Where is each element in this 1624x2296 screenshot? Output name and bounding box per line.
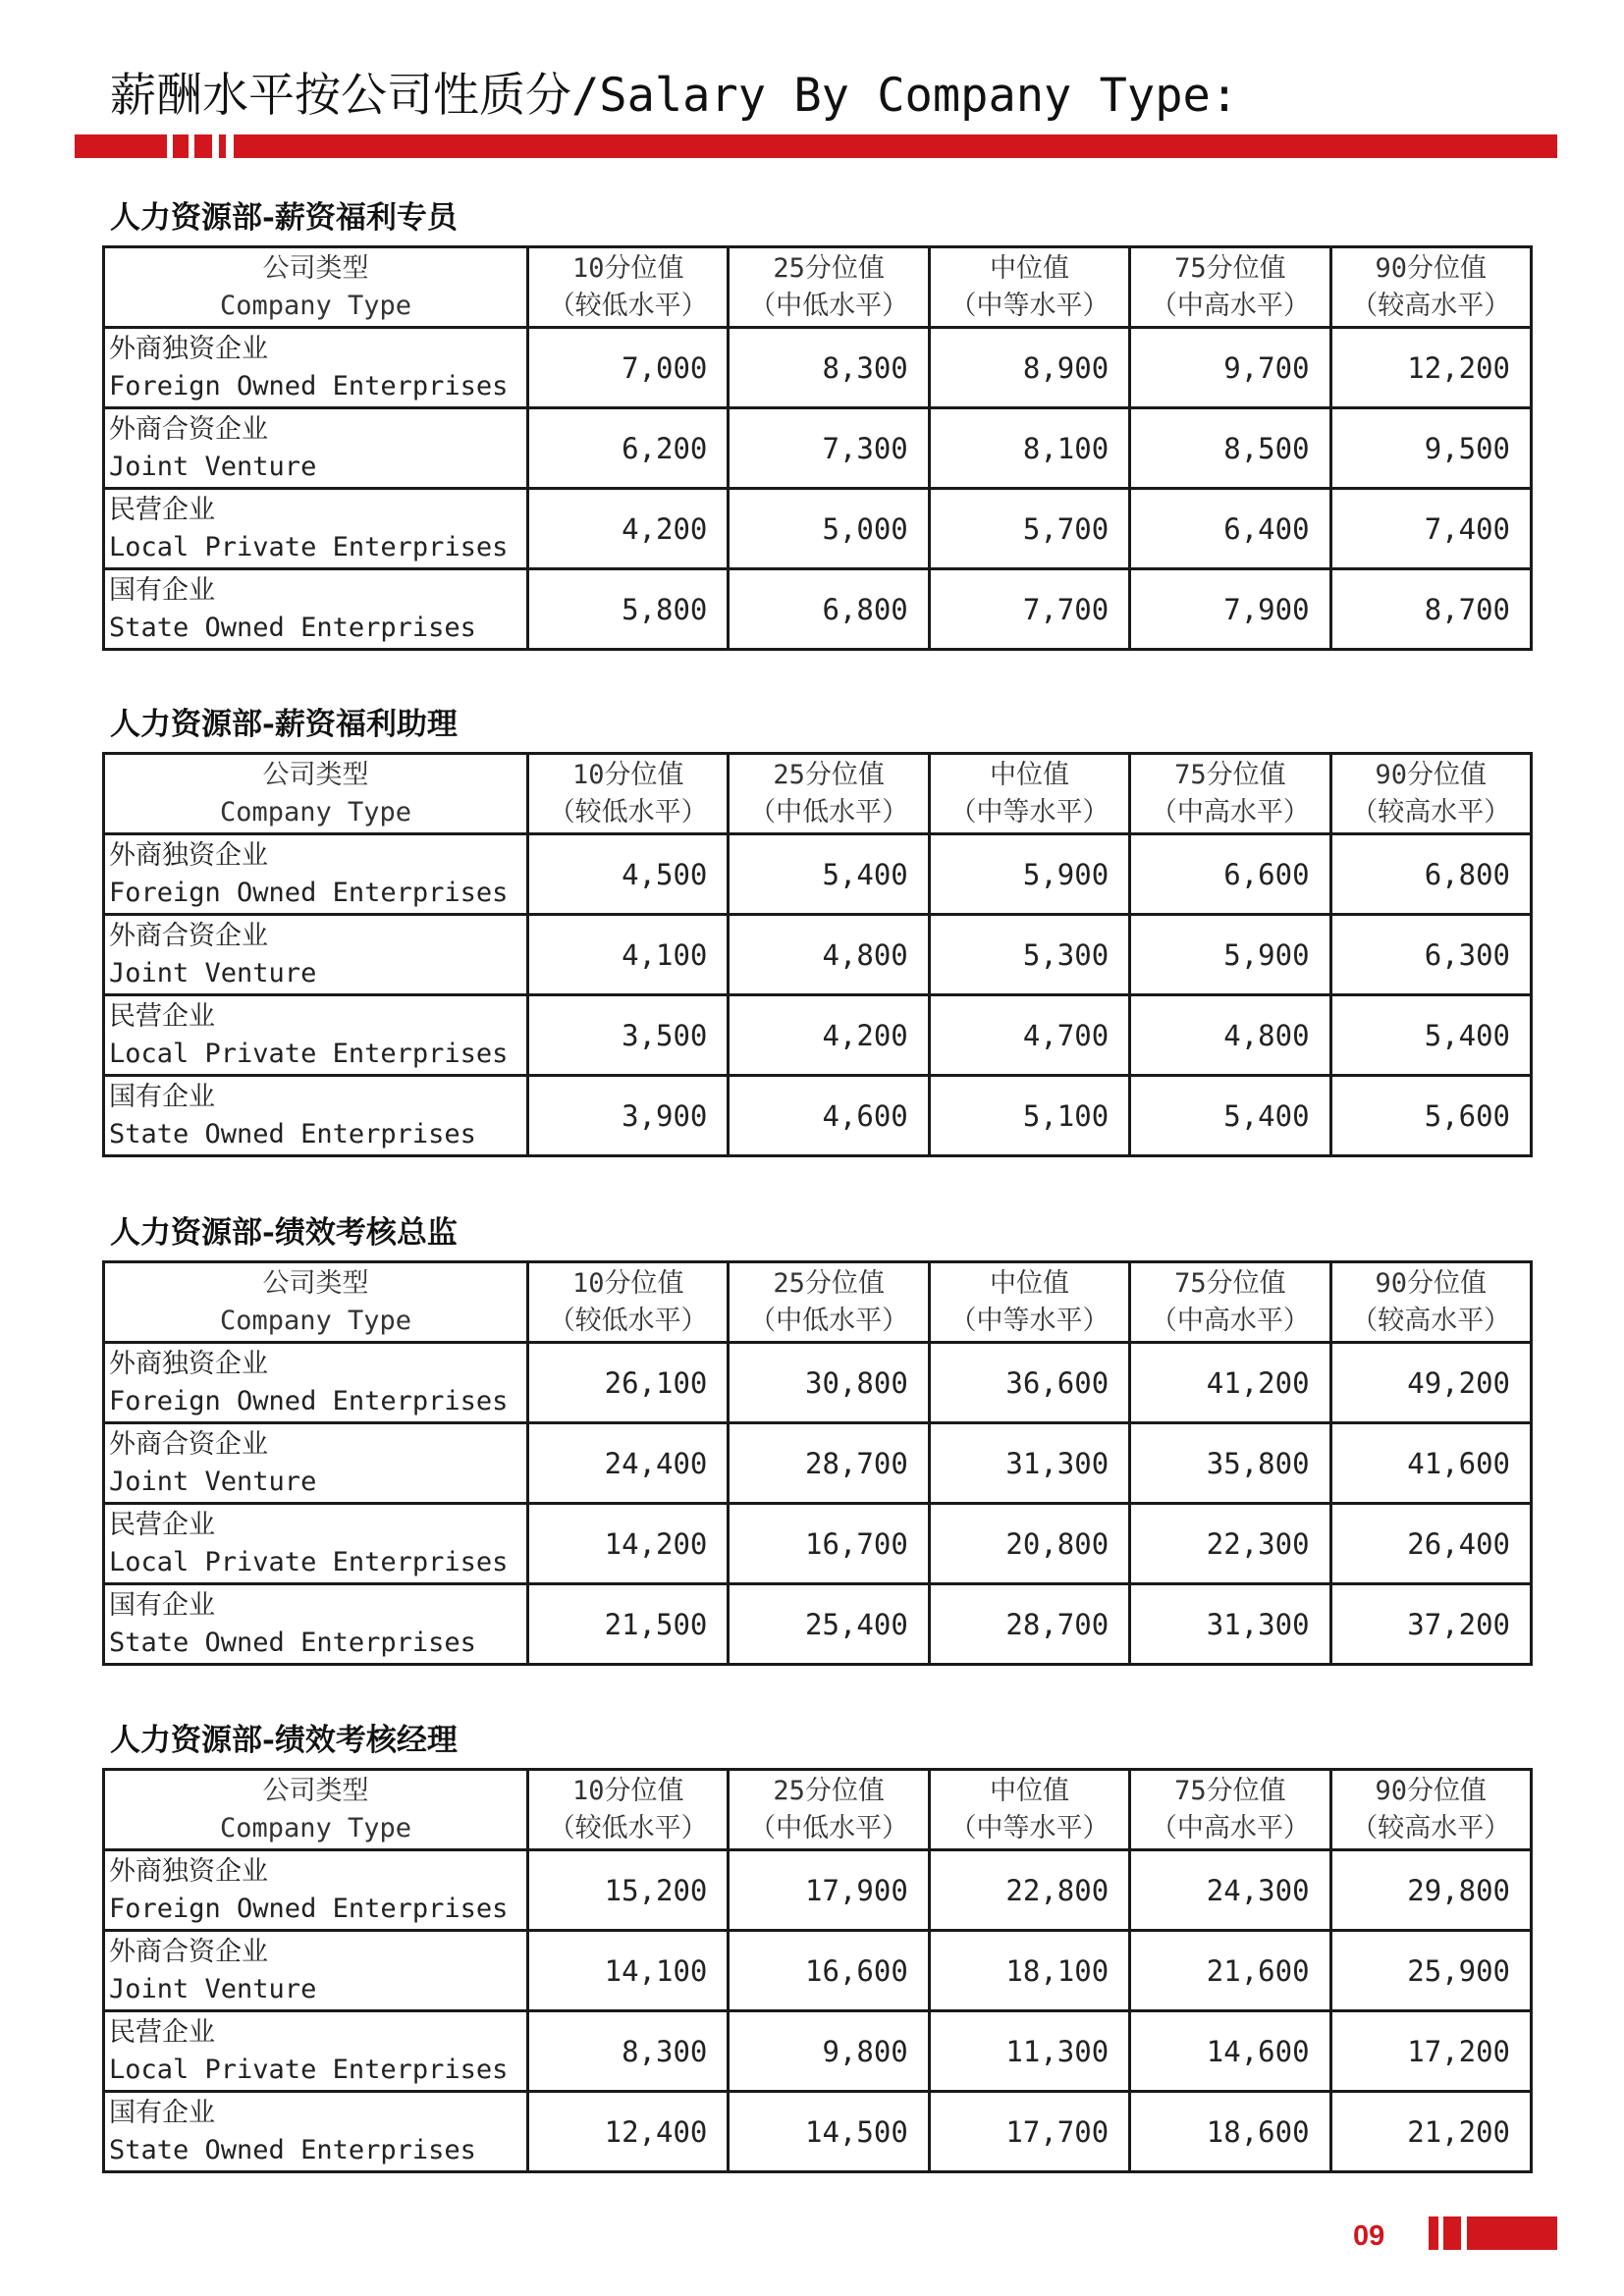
value-median: 8,900 <box>929 328 1129 408</box>
page-number: 09 <box>1353 2220 1385 2252</box>
header-rule-block-2 <box>194 134 212 158</box>
value-p90: 9,500 <box>1330 408 1531 489</box>
value-p75: 7,900 <box>1130 569 1330 650</box>
value-p25: 5,000 <box>729 489 929 569</box>
table-row <box>104 834 1532 915</box>
value-p75: 6,400 <box>1130 489 1330 569</box>
table-row <box>104 2011 1532 2092</box>
company-type-cell: 国有企业 State Owned Enterprises <box>104 2092 528 2172</box>
value-p25: 5,400 <box>729 834 929 915</box>
company-type-cell: 外商独资企业 Foreign Owned Enterprises <box>104 328 528 408</box>
section-title-4: 人力资源部-绩效考核经理 <box>110 1723 458 1758</box>
value-median: 28,700 <box>929 1584 1129 1665</box>
value-p90: 21,200 <box>1330 2092 1531 2172</box>
value-p10: 14,200 <box>528 1504 729 1584</box>
company-type-cell: 外商合资企业 Joint Venture <box>104 1931 528 2011</box>
header-p25: 25分位值 （中低水平） <box>729 754 929 834</box>
table-header-row <box>104 247 1532 328</box>
header-p90: 90分位值 （较高水平） <box>1330 247 1531 328</box>
value-p90: 37,200 <box>1330 1584 1531 1665</box>
value-p10: 3,500 <box>528 995 729 1076</box>
header-company-type: 公司类型 Company Type <box>104 1770 528 1850</box>
table-row <box>104 1343 1532 1423</box>
value-p90: 8,700 <box>1330 569 1531 650</box>
value-p25: 30,800 <box>729 1343 929 1423</box>
value-p10: 4,500 <box>528 834 729 915</box>
table-row <box>104 1076 1532 1156</box>
value-p90: 7,400 <box>1330 489 1531 569</box>
value-p25: 4,800 <box>729 915 929 995</box>
company-type-cell: 国有企业 State Owned Enterprises <box>104 1076 528 1156</box>
table-row <box>104 328 1532 408</box>
company-type-cell: 民营企业 Local Private Enterprises <box>104 995 528 1076</box>
header-company-type: 公司类型 Company Type <box>104 754 528 834</box>
header-p90: 90分位值 （较高水平） <box>1330 754 1531 834</box>
header-company-type: 公司类型 Company Type <box>104 247 528 328</box>
value-p25: 17,900 <box>729 1850 929 1931</box>
value-p90: 6,300 <box>1330 915 1531 995</box>
value-p75: 6,600 <box>1130 834 1330 915</box>
header-p10: 10分位值 （较低水平） <box>528 754 729 834</box>
table-row <box>104 1423 1532 1504</box>
header-median: 中位值 （中等水平） <box>929 1262 1129 1343</box>
header-p75: 75分位值 （中高水平） <box>1130 754 1330 834</box>
value-median: 17,700 <box>929 2092 1129 2172</box>
value-p25: 16,600 <box>729 1931 929 2011</box>
value-p75: 41,200 <box>1130 1343 1330 1423</box>
value-p25: 4,200 <box>729 995 929 1076</box>
value-p25: 7,300 <box>729 408 929 489</box>
header-p10: 10分位值 （较低水平） <box>528 1262 729 1343</box>
table-header-row <box>104 754 1532 834</box>
value-p25: 16,700 <box>729 1504 929 1584</box>
header-rule-block-1 <box>173 134 189 158</box>
salary-table-3 <box>102 1260 1533 1666</box>
value-median: 4,700 <box>929 995 1129 1076</box>
section-title-3: 人力资源部-绩效考核总监 <box>110 1215 458 1251</box>
value-median: 22,800 <box>929 1850 1129 1931</box>
value-p75: 21,600 <box>1130 1931 1330 2011</box>
salary-table-2 <box>102 752 1533 1157</box>
header-p10: 10分位值 （较低水平） <box>528 247 729 328</box>
header-p25: 25分位值 （中低水平） <box>729 1262 929 1343</box>
company-type-cell: 外商独资企业 Foreign Owned Enterprises <box>104 1343 528 1423</box>
value-p10: 24,400 <box>528 1423 729 1504</box>
header-median: 中位值 （中等水平） <box>929 247 1129 328</box>
value-p25: 9,800 <box>729 2011 929 2092</box>
table-row <box>104 2092 1532 2172</box>
company-type-cell: 民营企业 Local Private Enterprises <box>104 2011 528 2092</box>
header-p10: 10分位值 （较低水平） <box>528 1770 729 1850</box>
header-rule-main <box>234 134 1557 158</box>
footer-block-3 <box>1467 2216 1557 2250</box>
salary-table-1 <box>102 245 1533 651</box>
value-p75: 24,300 <box>1130 1850 1330 1931</box>
salary-table-4 <box>102 1768 1533 2173</box>
company-type-cell: 外商独资企业 Foreign Owned Enterprises <box>104 1850 528 1931</box>
header-p75: 75分位值 （中高水平） <box>1130 247 1330 328</box>
company-type-cell: 国有企业 State Owned Enterprises <box>104 569 528 650</box>
value-p10: 26,100 <box>528 1343 729 1423</box>
company-type-cell: 外商合资企业 Joint Venture <box>104 408 528 489</box>
value-p10: 5,800 <box>528 569 729 650</box>
value-median: 7,700 <box>929 569 1129 650</box>
table-row <box>104 915 1532 995</box>
value-p90: 49,200 <box>1330 1343 1531 1423</box>
value-p25: 28,700 <box>729 1423 929 1504</box>
value-p90: 12,200 <box>1330 328 1531 408</box>
header-rule-segment-left <box>75 134 167 158</box>
value-p75: 22,300 <box>1130 1504 1330 1584</box>
header-median: 中位值 （中等水平） <box>929 1770 1129 1850</box>
value-p25: 25,400 <box>729 1584 929 1665</box>
company-type-cell: 民营企业 Local Private Enterprises <box>104 1504 528 1584</box>
value-median: 18,100 <box>929 1931 1129 2011</box>
value-median: 20,800 <box>929 1504 1129 1584</box>
table-row <box>104 1850 1532 1931</box>
company-type-cell: 国有企业 State Owned Enterprises <box>104 1584 528 1665</box>
section-title-2: 人力资源部-薪资福利助理 <box>110 707 458 742</box>
company-type-cell: 民营企业 Local Private Enterprises <box>104 489 528 569</box>
value-p10: 7,000 <box>528 328 729 408</box>
value-p90: 5,600 <box>1330 1076 1531 1156</box>
value-p75: 14,600 <box>1130 2011 1330 2092</box>
value-p10: 12,400 <box>528 2092 729 2172</box>
value-p90: 5,400 <box>1330 995 1531 1076</box>
value-p25: 6,800 <box>729 569 929 650</box>
company-type-cell: 外商合资企业 Joint Venture <box>104 1423 528 1504</box>
header-p75: 75分位值 （中高水平） <box>1130 1770 1330 1850</box>
header-p90: 90分位值 （较高水平） <box>1330 1262 1531 1343</box>
table-row <box>104 1931 1532 2011</box>
value-p75: 5,400 <box>1130 1076 1330 1156</box>
header-company-type: 公司类型 Company Type <box>104 1262 528 1343</box>
value-p90: 29,800 <box>1330 1850 1531 1931</box>
value-p90: 41,600 <box>1330 1423 1531 1504</box>
table-row <box>104 569 1532 650</box>
footer-block-1 <box>1429 2216 1438 2250</box>
value-p75: 18,600 <box>1130 2092 1330 2172</box>
header-p25: 25分位值 （中低水平） <box>729 1770 929 1850</box>
value-median: 11,300 <box>929 2011 1129 2092</box>
value-p75: 35,800 <box>1130 1423 1330 1504</box>
table-row <box>104 408 1532 489</box>
value-p10: 6,200 <box>528 408 729 489</box>
company-type-cell: 外商独资企业 Foreign Owned Enterprises <box>104 834 528 915</box>
value-p10: 8,300 <box>528 2011 729 2092</box>
value-median: 5,300 <box>929 915 1129 995</box>
value-p75: 8,500 <box>1130 408 1330 489</box>
value-p90: 17,200 <box>1330 2011 1531 2092</box>
value-p75: 9,700 <box>1130 328 1330 408</box>
value-p10: 15,200 <box>528 1850 729 1931</box>
value-p90: 6,800 <box>1330 834 1531 915</box>
section-title-1: 人力资源部-薪资福利专员 <box>110 200 458 236</box>
header-p75: 75分位值 （中高水平） <box>1130 1262 1330 1343</box>
header-median: 中位值 （中等水平） <box>929 754 1129 834</box>
value-p10: 4,200 <box>528 489 729 569</box>
table-row <box>104 995 1532 1076</box>
header-p90: 90分位值 （较高水平） <box>1330 1770 1531 1850</box>
value-p10: 4,100 <box>528 915 729 995</box>
value-median: 5,100 <box>929 1076 1129 1156</box>
value-p25: 14,500 <box>729 2092 929 2172</box>
value-median: 31,300 <box>929 1423 1129 1504</box>
page-title: 薪酬水平按公司性质分/Salary By Company Type: <box>110 69 1239 123</box>
header-p25: 25分位值 （中低水平） <box>729 247 929 328</box>
table-row <box>104 1504 1532 1584</box>
value-median: 5,900 <box>929 834 1129 915</box>
header-rule-block-3 <box>219 134 226 158</box>
table-header-row <box>104 1770 1532 1850</box>
value-p75: 31,300 <box>1130 1584 1330 1665</box>
value-p75: 5,900 <box>1130 915 1330 995</box>
value-p10: 14,100 <box>528 1931 729 2011</box>
company-type-cell: 外商合资企业 Joint Venture <box>104 915 528 995</box>
value-p75: 4,800 <box>1130 995 1330 1076</box>
table-row <box>104 489 1532 569</box>
value-p25: 8,300 <box>729 328 929 408</box>
value-p90: 25,900 <box>1330 1931 1531 2011</box>
value-median: 8,100 <box>929 408 1129 489</box>
value-p90: 26,400 <box>1330 1504 1531 1584</box>
value-p25: 4,600 <box>729 1076 929 1156</box>
table-header-row <box>104 1262 1532 1343</box>
value-p10: 21,500 <box>528 1584 729 1665</box>
value-median: 36,600 <box>929 1343 1129 1423</box>
footer-block-2 <box>1443 2216 1461 2250</box>
value-p10: 3,900 <box>528 1076 729 1156</box>
value-median: 5,700 <box>929 489 1129 569</box>
table-row <box>104 1584 1532 1665</box>
